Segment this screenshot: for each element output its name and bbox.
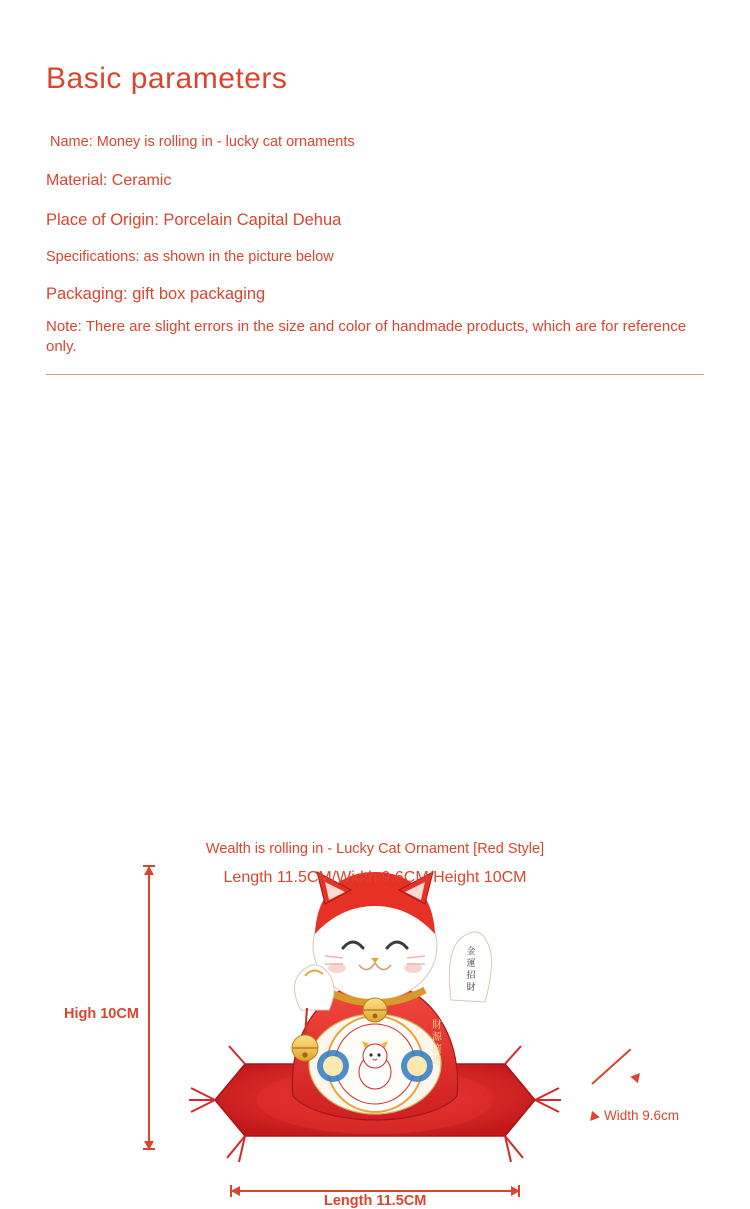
lucky-cat-illustration (175, 850, 575, 1170)
svg-text:源: 源 (432, 1032, 442, 1043)
param-note: Note: There are slight errors in the size and color of handmade products, which are for reference only. (46, 318, 687, 356)
length-arrow-right-icon (511, 1186, 520, 1196)
page-title: Basic parameters (46, 62, 288, 95)
length-label: Length 11.5CM (318, 1193, 432, 1209)
paw-char-3: 招 (466, 971, 476, 981)
length-arrow-left-icon (231, 1186, 240, 1196)
height-label: High 10CM (64, 1006, 139, 1022)
height-measure-line (148, 865, 150, 1150)
paw-char-2: 運 (466, 959, 476, 969)
product-caption-dimensions: Length 11.5CM/Width 9.6CM/Height 10CM (223, 869, 527, 886)
param-specifications: Specifications: as shown in the picture below (46, 249, 334, 265)
width-arrow-up-icon (630, 1070, 643, 1083)
product-caption-title: Wealth is rolling in - Lucky Cat Ornament [Red Style] (205, 841, 545, 857)
width-arrow-down-icon (586, 1111, 599, 1124)
width-measure-line (591, 1048, 631, 1084)
paw-char-1: 金 (466, 947, 476, 957)
length-measure-line (230, 1190, 520, 1192)
svg-text:廣: 廣 (432, 1044, 442, 1055)
section-divider (46, 374, 704, 375)
param-name: Name: Money is rolling in - lucky cat ornaments (50, 134, 355, 150)
svg-text:財: 財 (432, 1020, 442, 1031)
paw-char-4: 財 (466, 983, 476, 993)
param-material: Material: Ceramic (46, 172, 172, 189)
height-arrow-down-icon (144, 1141, 154, 1150)
width-label: Width 9.6cm (604, 1108, 680, 1123)
param-packaging: Packaging: gift box packaging (46, 285, 266, 303)
param-origin: Place of Origin: Porcelain Capital Dehua (46, 211, 342, 229)
svg-text:進: 進 (432, 1056, 442, 1067)
